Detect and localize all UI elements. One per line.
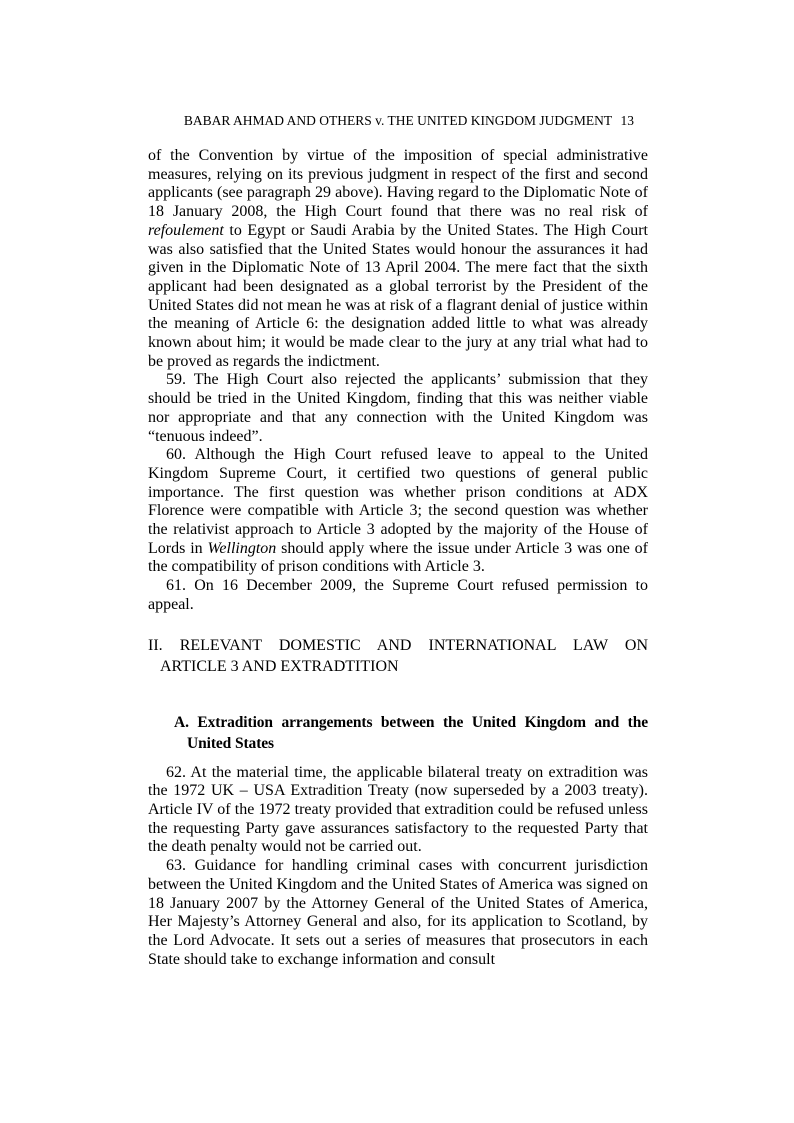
page-number: 13 <box>620 113 634 128</box>
paragraph-63 <box>148 857 648 969</box>
paragraph-61 <box>148 577 648 614</box>
section-heading-line1: II. RELEVANT DOMESTIC AND INTERNATIONAL LAW ON <box>148 636 648 654</box>
running-head-title: BABAR AHMAD AND OTHERS v. THE UNITED KINGDOM JUDGMENT <box>183 113 613 128</box>
subsection-heading-line2: United States <box>187 734 274 752</box>
text-run: should apply where the issue under Article 3 was one of the compatibility of prison conditions with Article 3. <box>148 539 648 576</box>
text-run: of the Convention by virtue of the imposition of special administrative measures, relying on its previous judgment in respect of the first and second applicants (see paragraph 29 above). Having regard to the Diplomatic Note of 18 January 2008, the High Court found that there was no real risk of <box>148 147 648 221</box>
text-run: 63. Guidance for handling criminal cases with concurrent jurisdiction between the United Kingdom and the United States of America was signed on 18 January 2007 by the Attorney General of the United States of America, Her Majesty’s Attorney General and also, for its application to Scotland, by the Lord Advocate. It sets out a series of measures that prosecutors in each State should take to exchange information and consult <box>148 857 648 968</box>
text-run: 62. At the material time, the applicable bilateral treaty on extradition was the 1972 UK – USA Extradition Treaty (now superseded by a 2003 treaty). Article IV of the 1972 treaty provided that extradition could be refused unless the requesting Party gave assurances satisfactory to the requested Party that the death penalty would not be carried out. <box>148 763 648 856</box>
paragraph-continuation <box>148 147 648 371</box>
section-heading-line2: ARTICLE 3 AND EXTRADTITION <box>160 657 399 675</box>
text-run: 61. On 16 December 2009, the Supreme Court refused permission to appeal. <box>148 577 648 613</box>
paragraph-59 <box>148 371 648 446</box>
section-heading <box>148 635 648 677</box>
running-head <box>148 113 648 128</box>
text-run: 60. Although the High Court refused leave to appeal to the United Kingdom Supreme Court, it certified two questions of general public importance. The first question was whether prison conditions at ADX Florence were compatible with Article 3; the second question was whether the relativist approach to Article 3 adopted by the majority of the House of Lords in <box>148 446 648 557</box>
italic-text-run: Wellington <box>207 539 277 557</box>
subsection-heading-line1: A. Extradition arrangements between the United Kingdom and the <box>174 713 648 731</box>
text-run: 59. The High Court also rejected the applicants’ submission that they should be tried in the United Kingdom, finding that this was neither viable nor appropriate and that any connection with the United Kingdom was “tenuous indeed”. <box>148 371 648 445</box>
subsection-heading <box>174 712 648 754</box>
italic-text-run: refoulement <box>148 221 224 239</box>
paragraph-60 <box>148 446 648 577</box>
text-run: to Egypt or Saudi Arabia by the United States. The High Court was also satisfied that the United States would honour the assurances it had given in the Diplomatic Note of 13 April 2004. The mere fact that the sixth applicant had been designated as a global terrorist by the President of the United States did not mean he was at risk of a flagrant denial of justice within the meaning of Article 6: the designation added little to what was already known about him; it would be made clear to the jury at any trial what had to be proved as regards the indictment. <box>148 221 648 370</box>
paragraph-62 <box>148 764 648 858</box>
document-body <box>148 147 648 969</box>
